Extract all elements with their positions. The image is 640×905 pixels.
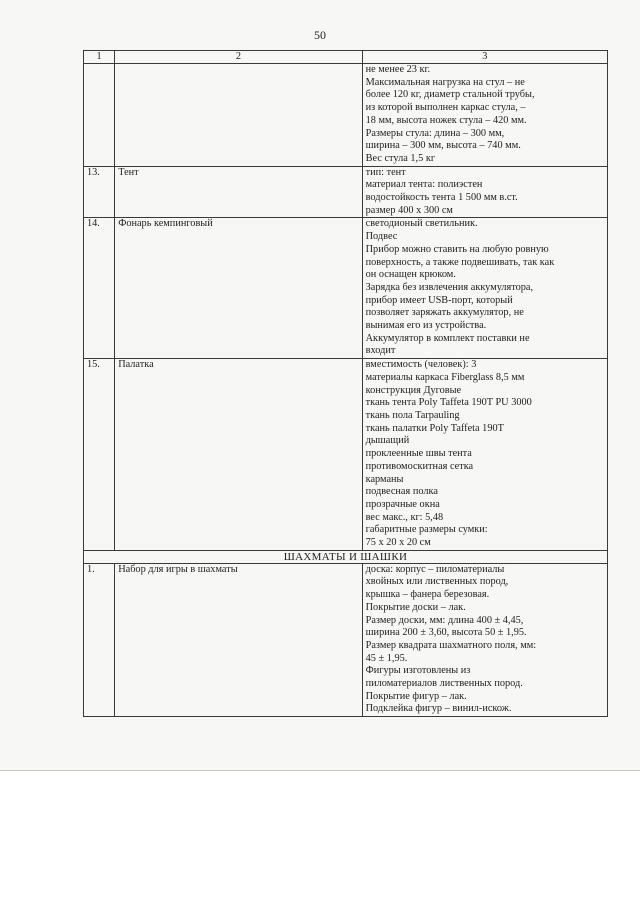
description-line: конструкция Дуговые xyxy=(365,384,462,396)
row-description-cell xyxy=(362,359,607,551)
row-description-cell xyxy=(362,64,607,167)
page-number: 50 xyxy=(314,28,326,42)
description-line: ткань палатки Poly Taffeta 190T xyxy=(365,422,504,434)
description-line: Максимальная нагрузка на стул – не xyxy=(365,76,525,88)
description-line: материал тента: полиэстен xyxy=(365,179,483,191)
description-line: Зарядка без извлечения аккумулятора, xyxy=(365,281,534,293)
description-line: Размер квадрата шахматного поля, мм: xyxy=(365,639,537,651)
description-line: Покрытие фигур – лак. xyxy=(365,690,467,702)
table-row-camping-tent xyxy=(84,359,608,551)
description-line: Аккумулятор в комплект поставки не xyxy=(365,332,530,344)
description-line: противомоскитная сетка xyxy=(365,460,474,472)
description-line: поверхность, а также подвешивать, так как xyxy=(365,256,555,268)
description-line: ширина 200 ± 3,60, высота 50 ± 1,95. xyxy=(365,627,527,639)
table-row-tent xyxy=(84,166,608,218)
table-header-row xyxy=(84,51,608,64)
description-line: водостойкость тента 1 500 мм в.ст. xyxy=(365,192,518,204)
description-line: из которой выполнен каркас стула, – xyxy=(365,102,526,114)
table-row-continuation xyxy=(84,64,608,167)
description-line: 18 мм, высота ножек стула – 420 мм. xyxy=(365,114,527,126)
description-line: ширина – 300 мм, высота – 740 мм. xyxy=(365,140,521,152)
header-cell-2: 2 xyxy=(115,51,362,64)
table-row-chess-set xyxy=(84,563,608,716)
description-line: Размеры стула: длина – 300 мм, xyxy=(365,127,505,139)
description-line: не менее 23 кг. xyxy=(365,64,431,75)
row-number-cell: 15. xyxy=(84,359,115,551)
section-header-row xyxy=(84,550,608,563)
description-line: более 120 кг, диаметр стальной трубы, xyxy=(365,89,535,101)
row-description-cell xyxy=(362,218,607,359)
description-line: Подвес xyxy=(365,231,398,243)
row-number-cell: 13. xyxy=(84,166,115,218)
row-number-cell: 1. xyxy=(84,563,115,716)
row-name-cell: Фонарь кемпинговый xyxy=(115,218,362,359)
description-line: хвойных или лиственных пород, xyxy=(365,576,509,588)
description-line: Фигуры изготовлены из xyxy=(365,665,471,677)
description-line: прозрачные окна xyxy=(365,498,440,510)
header-cell-3: 3 xyxy=(362,51,607,64)
description-line: он оснащен крюком. xyxy=(365,269,456,281)
description-line: светодионый светильник. xyxy=(365,218,478,230)
description-line: подвесная полка xyxy=(365,486,438,498)
header-cell-1: 1 xyxy=(84,51,115,64)
description-line: дышащий xyxy=(365,435,410,447)
description-line: 75 х 20 х 20 см xyxy=(365,537,431,549)
description-line: ткань тента Poly Taffeta 190T PU 3000 xyxy=(365,397,532,409)
description-line: размер 400 х 300 см xyxy=(365,204,453,216)
description-line: габаритные размеры сумки: xyxy=(365,524,488,536)
description-line: материалы каркаса Fiberglass 8,5 мм xyxy=(365,371,525,383)
description-line: вынимая его из устройства. xyxy=(365,320,487,332)
row-name-cell: Тент xyxy=(115,166,362,218)
row-number-cell: 14. xyxy=(84,218,115,359)
description-line: Прибор можно ставить на любую ровную xyxy=(365,243,549,255)
description-line: 45 ± 1,95. xyxy=(365,652,408,664)
description-line: тип: тент xyxy=(365,166,406,178)
row-name-cell xyxy=(115,64,362,167)
table-row-camping-lantern xyxy=(84,218,608,359)
description-line: доска: корпус – пиломатериалы xyxy=(365,563,505,575)
row-name-cell: Набор для игры в шахматы xyxy=(115,563,362,716)
description-line: Размер доски, мм: длина 400 ± 4,45, xyxy=(365,614,524,626)
description-line: вместимость (человек): 3 xyxy=(365,359,477,371)
description-line: прибор имеет USB-порт, который xyxy=(365,294,513,306)
specification-table xyxy=(83,50,608,717)
description-line: ткань пола Tarpauling xyxy=(365,409,460,421)
description-line: карманы xyxy=(365,473,404,485)
description-line: Покрытие доски – лак. xyxy=(365,601,466,613)
description-line: пиломатериалов лиственных пород. xyxy=(365,678,523,690)
row-number-cell xyxy=(84,64,115,167)
description-line: Вес стула 1,5 кг xyxy=(365,152,436,164)
description-line: проклеенные швы тента xyxy=(365,448,472,460)
description-line: крышка – фанера березовая. xyxy=(365,589,490,601)
row-name-cell: Палатка xyxy=(115,359,362,551)
description-line: входит xyxy=(365,345,396,357)
description-line: вес макс., кг: 5,48 xyxy=(365,511,444,523)
description-line: Подклейка фигур – винил-искож. xyxy=(365,703,512,715)
description-line: позволяет заряжать аккумулятор, не xyxy=(365,307,524,319)
section-title: ШАХМАТЫ И ШАШКИ xyxy=(84,550,608,563)
row-description-cell xyxy=(362,563,607,716)
row-description-cell xyxy=(362,166,607,218)
